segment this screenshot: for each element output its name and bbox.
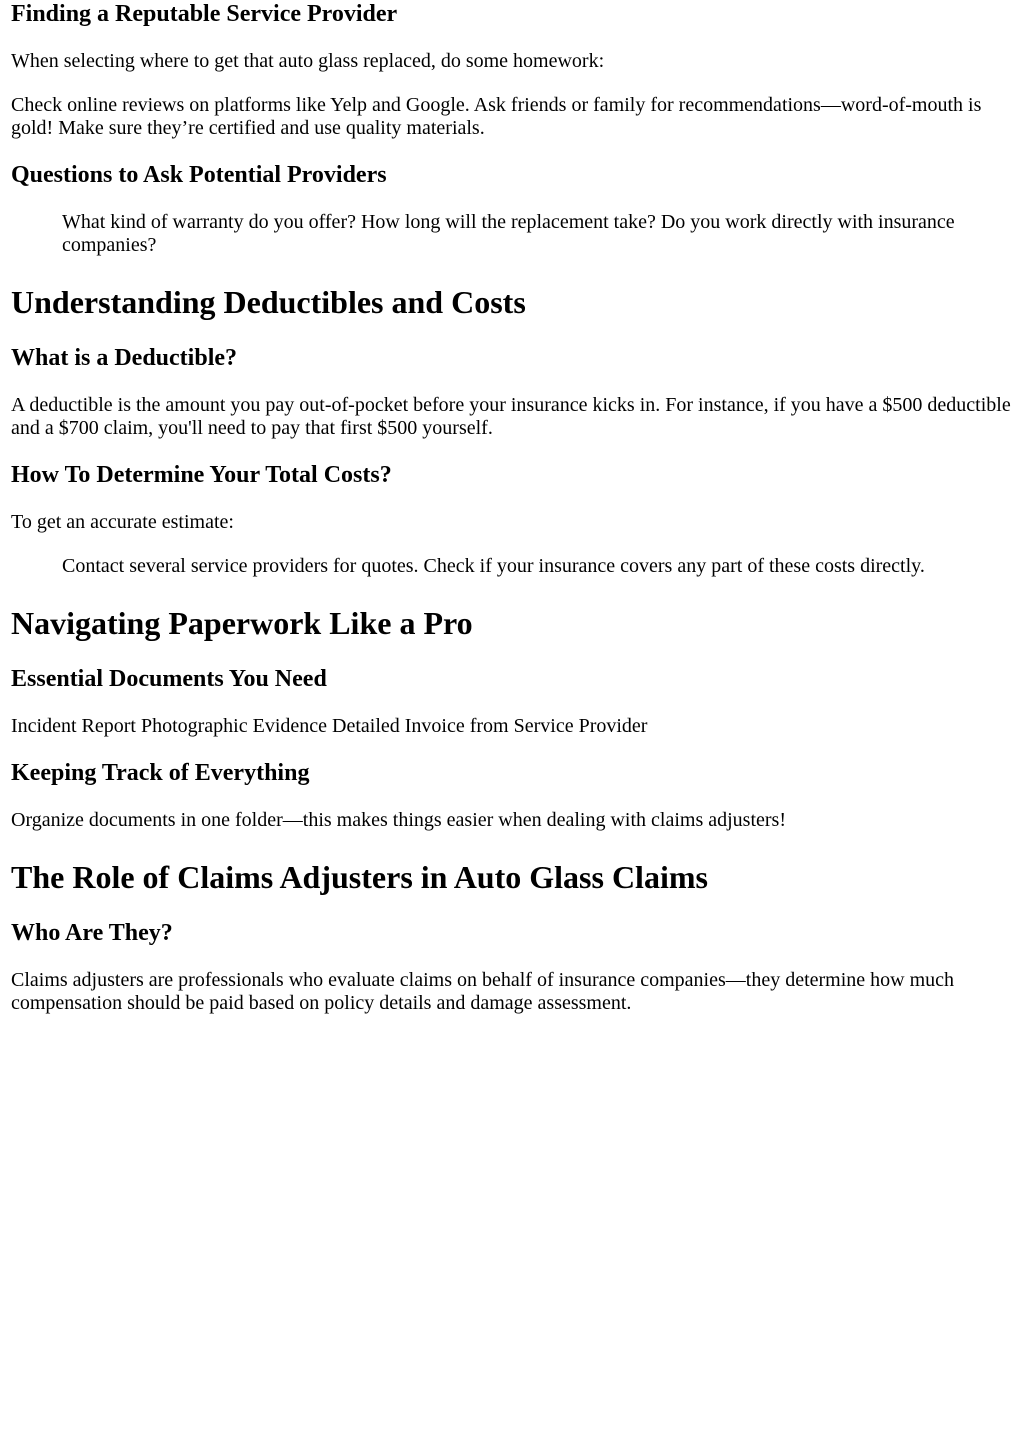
heading-total-costs: How To Determine Your Total Costs?: [11, 462, 392, 488]
heading-questions: Questions to Ask Potential Providers: [11, 162, 387, 188]
heading-deductibles: Understanding Deductibles and Costs: [11, 284, 526, 320]
questions-list: What kind of warranty do you offer? How long will the replacement take? Do you work directly with insurance companies?: [62, 211, 955, 256]
heading-claims-adjusters: The Role of Claims Adjusters in Auto Glass Claims: [11, 859, 708, 895]
keeping-track-text: Organize documents in one folder—this makes things easier when dealing with claims adjusters!: [11, 809, 786, 831]
heading-finding-provider: Finding a Reputable Service Provider: [11, 1, 398, 27]
costs-list: Contact several service providers for quotes. Check if your insurance covers any part of these costs directly.: [62, 555, 925, 577]
heading-who-are-they: Who Are They?: [11, 920, 173, 946]
article-content: [11, 0, 1014, 1036]
heading-essential-documents: Essential Documents You Need: [11, 666, 327, 692]
finding-provider-tips: Check online reviews on platforms like Yelp and Google. Ask friends or family for recommendations—word-of-mouth is gold! Make sure they’re certified and use quality materials.: [11, 94, 982, 139]
costs-intro: To get an accurate estimate:: [11, 511, 234, 533]
heading-what-is-deductible: What is a Deductible?: [11, 345, 238, 371]
deductible-explanation: A deductible is the amount you pay out-of-pocket before your insurance kicks in. For instance, if you have a $500 deductible and a $700 claim, you'll need to pay that first $500 yourself.: [11, 394, 1011, 439]
claims-adjusters-text: Claims adjusters are professionals who evaluate claims on behalf of insurance companies—they determine how much compensation should be paid based on policy details and damage assessment.: [11, 969, 955, 1014]
heading-keeping-track: Keeping Track of Everything: [11, 760, 310, 786]
heading-paperwork: Navigating Paperwork Like a Pro: [11, 605, 473, 641]
finding-provider-intro: When selecting where to get that auto glass replaced, do some homework:: [11, 50, 605, 72]
essential-documents-list: Incident Report Photographic Evidence Detailed Invoice from Service Provider: [11, 715, 648, 737]
